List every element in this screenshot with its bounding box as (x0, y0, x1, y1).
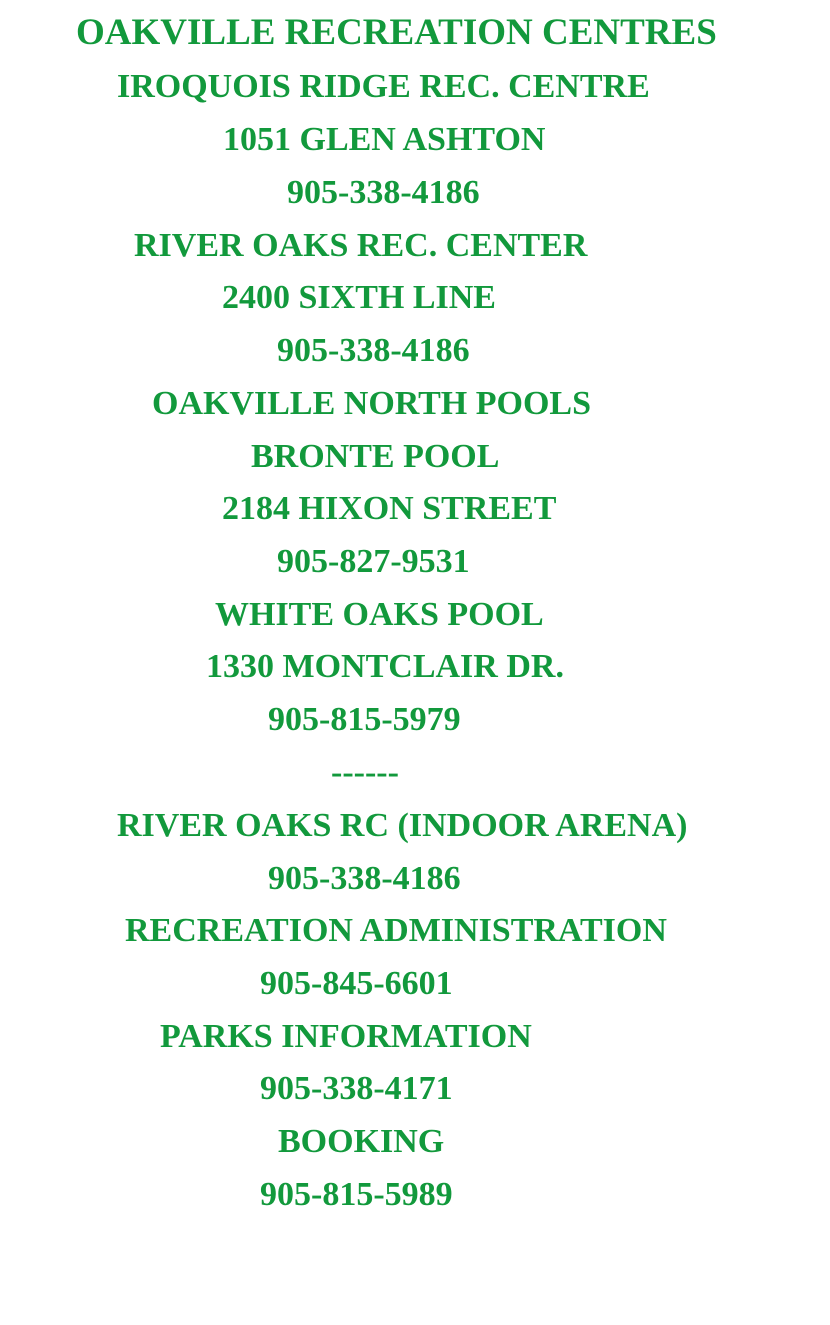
bronte-pool-phone: 905-827-9531 (277, 543, 470, 580)
river-oaks-name: RIVER OAKS REC. CENTER (134, 227, 588, 264)
white-oaks-pool-phone: 905-815-5979 (268, 701, 461, 738)
river-oaks-phone: 905-338-4186 (277, 332, 470, 369)
parks-information-label: PARKS INFORMATION (160, 1018, 532, 1055)
recreation-administration-label: RECREATION ADMINISTRATION (125, 912, 667, 949)
bronte-pool-name: BRONTE POOL (251, 438, 500, 475)
white-oaks-pool-address: 1330 MONTCLAIR DR. (206, 648, 564, 685)
iroquois-ridge-name: IROQUOIS RIDGE REC. CENTRE (117, 68, 650, 105)
bronte-pool-address: 2184 HIXON STREET (222, 490, 557, 527)
section-divider: ------ (331, 754, 399, 791)
indoor-arena-name: RIVER OAKS RC (INDOOR ARENA) (117, 807, 688, 844)
recreation-administration-phone: 905-845-6601 (260, 965, 453, 1002)
indoor-arena-phone: 905-338-4186 (268, 860, 461, 897)
page-title: OAKVILLE RECREATION CENTRES (76, 12, 717, 53)
iroquois-ridge-address: 1051 GLEN ASHTON (223, 121, 546, 158)
oakville-north-pools-heading: OAKVILLE NORTH POOLS (152, 385, 591, 422)
booking-phone: 905-815-5989 (260, 1176, 453, 1213)
white-oaks-pool-name: WHITE OAKS POOL (215, 596, 544, 633)
parks-information-phone: 905-338-4171 (260, 1070, 453, 1107)
river-oaks-address: 2400 SIXTH LINE (222, 279, 496, 316)
booking-label: BOOKING (278, 1123, 445, 1160)
iroquois-ridge-phone: 905-338-4186 (287, 174, 480, 211)
